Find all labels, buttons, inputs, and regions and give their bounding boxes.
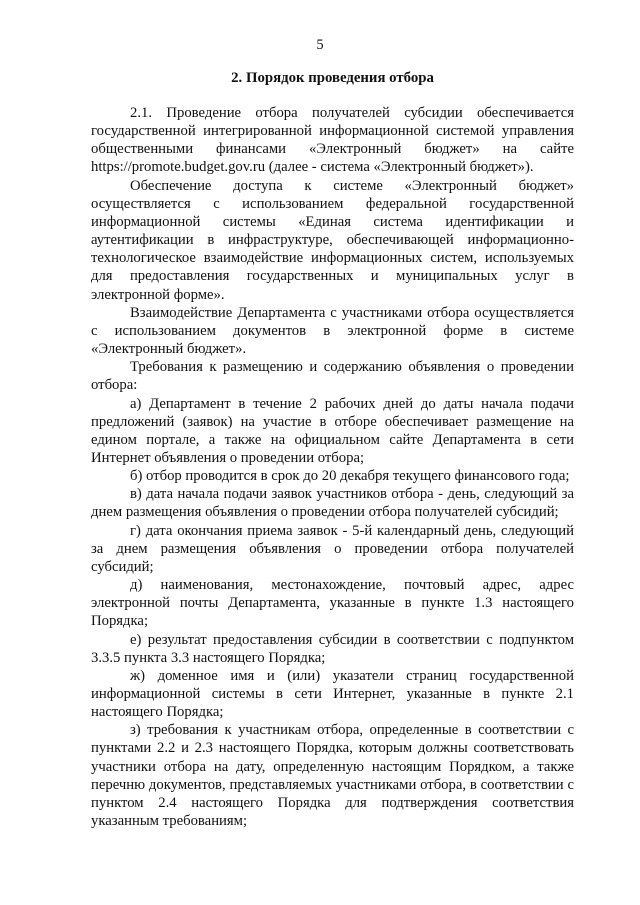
list-item-d: д) наименования, местонахождение, почтовый адрес, адрес электронной почты Департамента, указанные в пункте 1.3 настоящего Порядка; — [91, 577, 574, 630]
list-item-e: е) результат предоставления субсидии в соответствии с подпунктом 3.3.5 пункта 3.3 настоящего Порядка; — [91, 631, 574, 666]
document-body — [91, 104, 574, 830]
list-item-g: г) дата окончания приема заявок - 5-й календарный день, следующий за днем размещения объявления о проведении отбора получателей субсидий; — [91, 522, 574, 575]
list-item-a: а) Департамент в течение 2 рабочих дней до даты начала подачи предложений (заявок) на участие в отборе обеспечивает размещение на едином портале, а также на официальном сайте Департамента в сети Интернет объявления о проведении отбора; — [91, 395, 574, 466]
section-heading: 2. Порядок проведения отбора — [231, 70, 434, 86]
paragraph-interaction: Взаимодействие Департамента с участниками отбора осуществляется с использованием документов в электронной форме в системе «Электронный бюджет». — [91, 304, 574, 358]
list-item-b: б) отбор проводится в срок до 20 декабря текущего финансового года; — [130, 468, 570, 485]
list-item-zh: ж) доменное имя и (или) указатели страниц государственной информационной системы в сети Интернет, указанные в пункте 2.1 настоящего Порядка; — [91, 667, 574, 721]
paragraph-requirements: Требования к размещению и содержанию объявления о проведении отбора: — [91, 359, 574, 394]
list-item-v: в) дата начала подачи заявок участников отбора - день, следующий за днем размещения объявления о проведении отбора получателей субсидий; — [91, 486, 574, 521]
paragraph-2-1: 2.1. Проведение отбора получателей субсидии обеспечивается государственной интегрированной информационной системой управления общественными финансами «Электронный бюджет» на сайте https://promote.budget.gov.ru (далее - система «Электронный бюджет»). — [91, 105, 574, 176]
paragraph-access: Обеспечение доступа к системе «Электронный бюджет» осуществляется с использованием федеральной государственной информационной системы «Единая система идентификации и аутентификации в инфраструктуре, обеспечивающей информационно-технологическое взаимодействие информационных систем, используемых для предоставления государственных и муниципальных услуг в электронной форме». — [91, 177, 574, 303]
page-number: 5 — [316, 37, 324, 53]
list-item-z: з) требования к участникам отбора, определенные в соответствии с пунктами 2.2 и 2.3 настоящего Порядка, которым должны соответствовать участники отбора на дату, определенную настоящим Порядком, а также перечню документов, представляемых участниками отбора, в соответствии с пунктом 2.4 настоящего Порядка для подтверждения соответствия указанным требованиям; — [91, 722, 574, 830]
